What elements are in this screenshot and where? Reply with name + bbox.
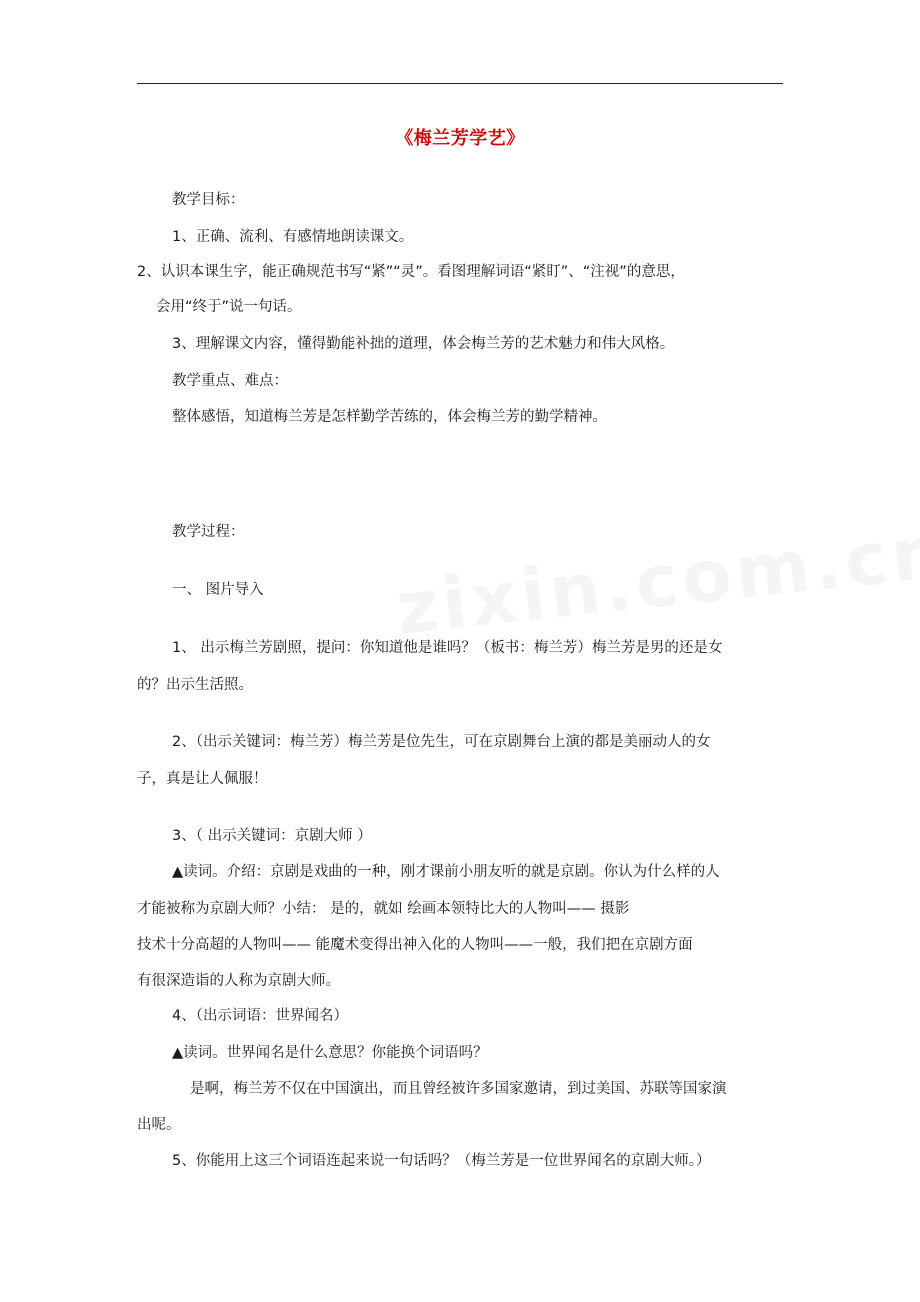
text-line: 3、理解课文内容，懂得勤能补拙的道理，体会梅兰芳的艺术魅力和伟大风格。 bbox=[172, 336, 675, 352]
text-line: 是啊，梅兰芳不仅在中国演出，而且曾经被许多国家邀请，到过美国、苏联等国家演 bbox=[190, 1081, 727, 1097]
text-line: 技术十分高超的人物叫—— 能魔术变得出神入化的人物叫——一般，我们把在京剧方面 bbox=[137, 937, 693, 953]
text-line: 教学重点、难点： bbox=[172, 373, 288, 389]
text-line: 1、正确、流利、有感情地朗读课文。 bbox=[172, 229, 414, 245]
text-line: 会用“终于”说一句话。 bbox=[156, 299, 302, 315]
text-line: 1、 出示梅兰芳剧照，提问：你知道他是谁吗？（板书：梅兰芳）梅兰芳是男的还是女 bbox=[172, 640, 723, 656]
text-line: 3、（ 出示关键词：京剧大师 ） bbox=[172, 828, 372, 844]
text-line: 4、（出示词语：世界闻名） bbox=[172, 1008, 348, 1024]
text-line: 才能被称为京剧大师？小结： 是的，就如 绘画本领特比大的人物叫—— 摄影 bbox=[137, 901, 630, 917]
watermark bbox=[392, 509, 920, 650]
text-line: 5、你能用上这三个词语连起来说一句话吗？（梅兰芳是一位世界闻名的京剧大师。） bbox=[172, 1153, 711, 1169]
text-line: 一、 图片导入 bbox=[172, 582, 264, 598]
document-title: 《梅兰芳学艺》 bbox=[395, 128, 525, 149]
text-line: 有很深造诣的人称为京剧大师。 bbox=[137, 973, 340, 989]
header-rule bbox=[137, 83, 783, 84]
text-line: ▲读词。介绍：京剧是戏曲的一种，刚才课前小朋友听的就是京剧。你认为什么样的人 bbox=[172, 864, 720, 880]
text-line: 2、（出示关键词：梅兰芳）梅兰芳是位先生，可在京剧舞台上演的都是美丽动人的女 bbox=[172, 734, 711, 750]
text-line: 教学目标： bbox=[172, 192, 245, 208]
text-line: 2、认识本课生字，能正确规范书写“紧”“灵”。看图理解词语“紧盯”、“注视”的意思， bbox=[137, 264, 685, 280]
text-line: 整体感悟，知道梅兰芳是怎样勤学苦练的，体会梅兰芳的勤学精神。 bbox=[172, 409, 607, 425]
text-line: ▲读词。世界闻名是什么意思？你能换个词语吗？ bbox=[172, 1045, 488, 1061]
text-line: 子，真是让人佩服！ bbox=[137, 771, 268, 787]
text-line: 教学过程： bbox=[172, 524, 245, 540]
text-line: 出呢。 bbox=[137, 1117, 181, 1133]
text-line: 的？出示生活照。 bbox=[137, 677, 253, 693]
